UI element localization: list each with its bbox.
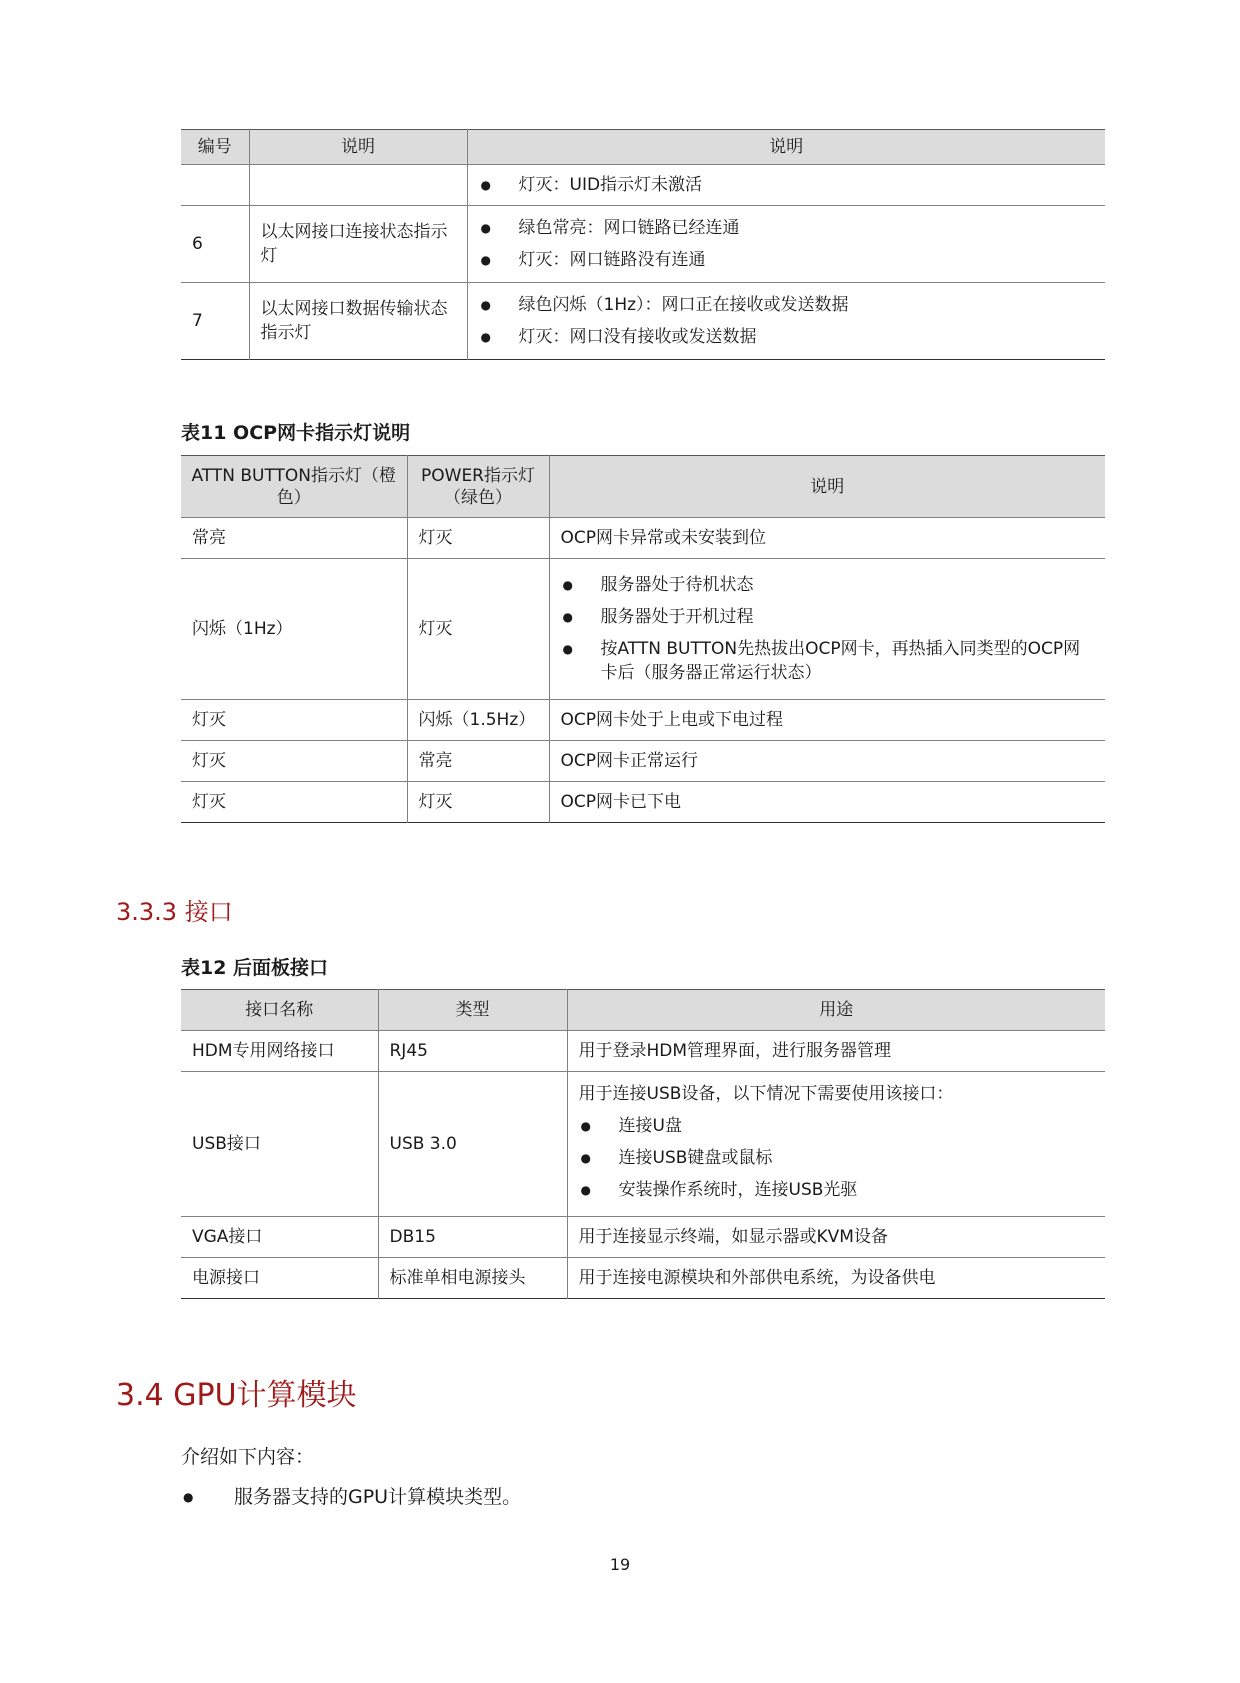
list-item: ● 安装操作系统时，连接USB光驱: [579, 1178, 1095, 1202]
table-11-caption: 表11 OCP网卡指示灯说明: [181, 422, 411, 444]
list-item: ● 灯灭：网口链路没有连通: [479, 248, 1095, 272]
table-row: 灯灭 闪烁（1.5Hz） OCP网卡处于上电或下电过程: [181, 700, 1105, 741]
list-item: ● 连接U盘: [579, 1114, 1095, 1138]
header-name: 说明: [249, 130, 467, 165]
table-12-caption: 表12 后面板接口: [181, 957, 329, 979]
intro-list: [181, 1477, 1081, 1517]
table-row: 灯灭 常亮 OCP网卡正常运行: [181, 741, 1105, 782]
header-usage: 用途: [567, 990, 1105, 1031]
table-row: 电源接口 标准单相电源接头 用于连接电源模块和外部供电系统，为设备供电: [181, 1258, 1105, 1299]
section-heading-3-4: 3.4 GPU计算模块: [116, 1378, 357, 1413]
list-item: ● 灯灭：网口没有接收或发送数据: [479, 325, 1095, 349]
table-row: 灯灭 灯灭 OCP网卡已下电: [181, 782, 1105, 823]
table-row: [181, 283, 1105, 360]
table-row: [181, 206, 1105, 283]
header-attn-button: ATTN BUTTON指示灯（橙色）: [181, 456, 407, 518]
intro-text: 介绍如下内容：: [181, 1446, 315, 1468]
table-row: 闪烁（1Hz） 灯灭 ● 服务器处于待机状态 ● 服务器处于开机过程 ● 按ATTN BUTTON先热拔出OCP网卡，再热插入同类型的OCP网卡后（服务器正常运行状态）: [181, 559, 1105, 700]
indicator-table-continued: [181, 129, 1105, 360]
page-number: 19: [609, 1555, 631, 1574]
list-item: ● 绿色闪烁（1Hz）：网口正在接收或发送数据: [479, 293, 1095, 317]
header-power: POWER指示灯（绿色）: [407, 456, 549, 518]
list-item: ● 服务器处于待机状态: [561, 573, 1095, 597]
header-description: 说明: [549, 456, 1105, 518]
header-type: 类型: [378, 990, 567, 1031]
table-row: HDM专用网络接口 RJ45 用于登录HDM管理界面，进行服务器管理: [181, 1031, 1105, 1072]
list-item: ● 服务器支持的GPU计算模块类型。: [181, 1485, 1081, 1509]
header-interface-name: 接口名称: [181, 990, 378, 1031]
rear-panel-interface-table: [181, 989, 1105, 1299]
row-name: 以太网接口连接状态指示灯: [249, 206, 467, 283]
list-item: ● 灯灭：UID指示灯未激活: [479, 173, 1095, 197]
row-number: 6: [181, 206, 249, 283]
list-item: ● 服务器处于开机过程: [561, 605, 1095, 629]
header-number: 编号: [181, 130, 249, 165]
ocp-indicator-table: [181, 455, 1105, 823]
table-row: VGA接口 DB15 用于连接显示终端，如显示器或KVM设备: [181, 1217, 1105, 1258]
row-number: 7: [181, 283, 249, 360]
list-item: ● 按ATTN BUTTON先热拔出OCP网卡，再热插入同类型的OCP网卡后（服务器正常运行状态）: [561, 637, 1095, 685]
row-name: 以太网接口数据传输状态指示灯: [249, 283, 467, 360]
section-heading-3-3-3: 3.3.3 接口: [116, 898, 233, 926]
table-row: USB接口 USB 3.0 用于连接USB设备，以下情况下需要使用该接口： ● 连接U盘 ● 连接USB键盘或鼠标 ● 安装操作系统时，连接USB光驱: [181, 1072, 1105, 1217]
table-row: [181, 165, 1105, 206]
list-item: ● 连接USB键盘或鼠标: [579, 1146, 1095, 1170]
list-item: ● 绿色常亮：网口链路已经连通: [479, 216, 1095, 240]
header-description: 说明: [467, 130, 1105, 165]
table-row: 常亮 灯灭 OCP网卡异常或未安装到位: [181, 518, 1105, 559]
